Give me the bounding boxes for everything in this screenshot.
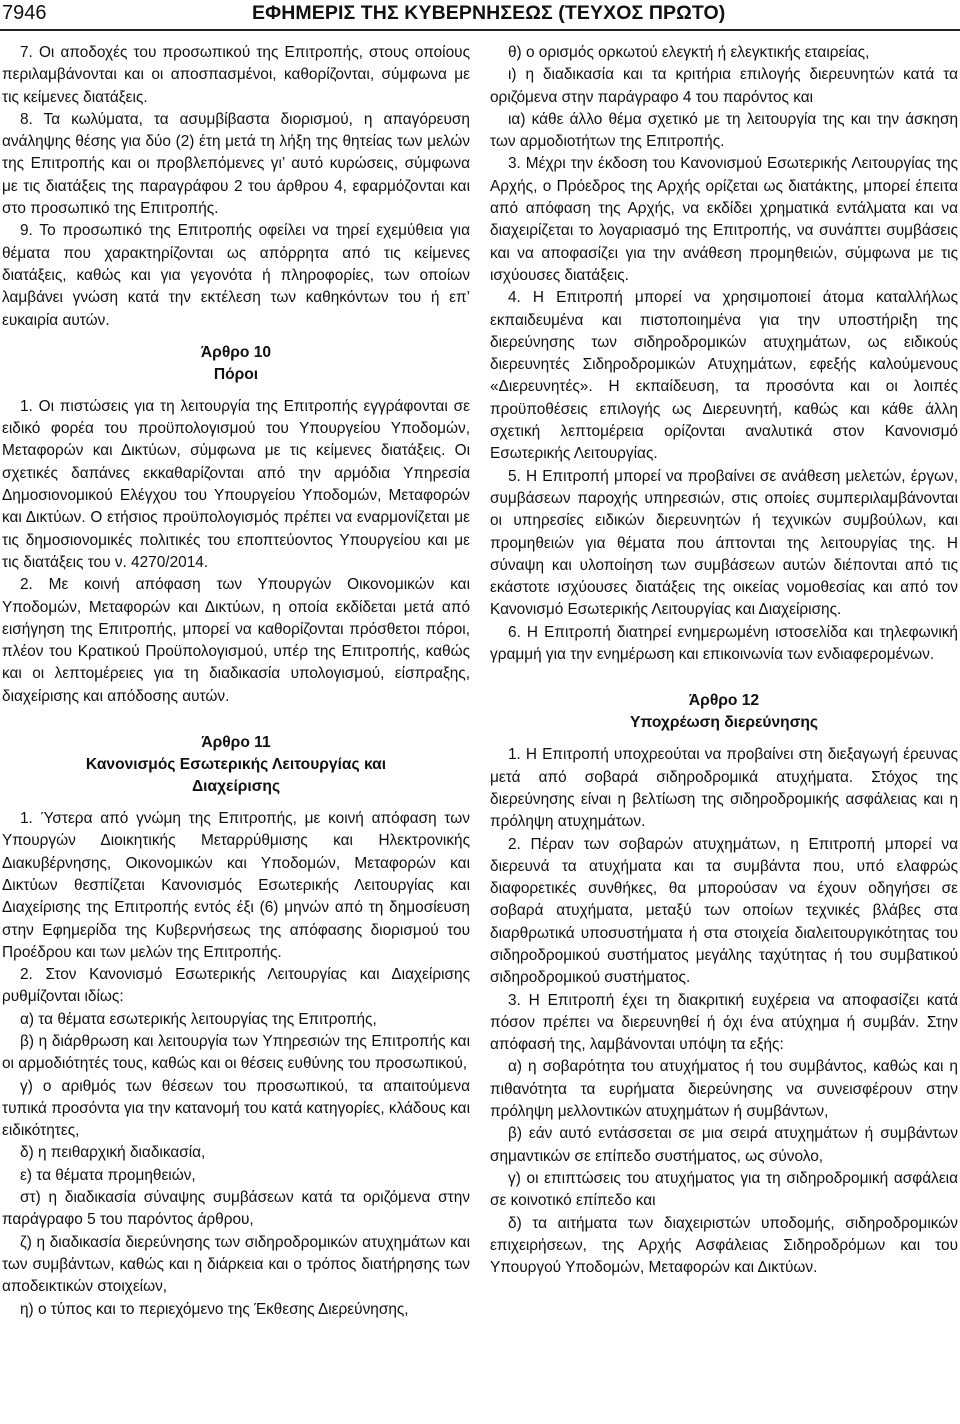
header-rule: [0, 29, 960, 31]
article-11-number: Άρθρο 11: [201, 734, 271, 752]
article-12-paragraph-2: 2. Πέραν των σοβαρών ατυχημάτων, η Επιτροπή μπορεί να διερευνά τα ατυχήματα και τα συμβάντα που, υπό ελαφρώς διαφορετικές συνθήκες, θα μπορούσαν να έχουν οδηγήσει σε σοβαρά ατυχήματα, μεταξύ των οποίων τεχνικές βλάβες στα διαρθρωτικά υποσυστήματα ή στα στοιχεία διαλειτουργικότητας του σιδηροδρομικού συστήματος μεγάλης ταχύτητας ή του συμβατικού σιδηροδρομικού συστήματος.: [490, 835, 958, 987]
article-11-paragraph-5: 5. Η Επιτροπή μπορεί να προβαίνει σε ανάθεση μελετών, έργων, συμβάσεων παροχής υπηρεσιών, στις οποίες συμπεριλαμβάνονται οι υπηρεσίες ειδικών διερευνητών ή τεχνικών συμβούλων, και προμηθειών για θέματα που άπτονται της λειτουργίας της. Η σύναψη και υλοποίηση των συμβάσεων αυτών διέπονται από τις εκάστοτε ισχύουσες διατάξεις της οικείας νομοθεσίας και από τον Κανονισμό Εσωτερικής Λειτουργίας και Διαχείρισης.: [490, 467, 958, 619]
article-11-paragraph-1: 1. Ύστερα από γνώμη της Επιτροπής, με κοινή απόφαση των Υπουργών Διοικητικής Μεταρρύθμισης και Ηλεκτρονικής Διακυβέρνησης, Οικονομικών και Υποδομών, Μεταφορών και Δικτύων θεσπίζεται Κανονισμός Εσωτερικής Λειτουργίας και Διαχείρισης της Επιτροπής εντός έξι (6) μηνών από τη δημοσίευση στην Εφημερίδα της Κυβερνήσεως της απόφασης διορισμού του Προέδρου και των μελών της Επιτροπής.: [2, 810, 470, 961]
article-10-number: Άρθρο 10: [200, 343, 272, 361]
paragraph-7: 7. Οι αποδοχές του προσωπικού της Επιτροπής, στους οποίους περιλαμβάνονται και οι αποσπασμένοι, καθορίζονται, σύμφωνα με τις κείμενες διατάξεις.: [2, 44, 470, 106]
article-12-heading: [490, 690, 958, 734]
article-11-item-a: α) τα θέματα εσωτερικής λειτουργίας της Επιτροπής,: [20, 1010, 377, 1028]
article-11-item-g: ζ) η διαδικασία διερεύνησης των σιδηροδρομικών ατυχημάτων και των συμβάντων, καθώς και η διάρκεια και ο τρόπος διατήρησης των αποδεικτικών στοιχείων,: [2, 1233, 470, 1296]
article-12-number: Άρθρο 12: [688, 692, 760, 710]
article-12-item-a: α) η σοβαρότητα του ατυχήματος ή του συμβάντος, καθώς και η πιθανότητα τα ευρήματα διερεύνησης να συνεισφέρουν στην πρόληψη μελλοντικών ατυχημάτων ή συμβάντων,: [490, 1058, 958, 1121]
article-11-paragraph-6: 6. Η Επιτροπή διατηρεί ενημερωμένη ιστοσελίδα και τηλεφωνική γραμμή για την ενημέρωση και επικοινωνία των ενδιαφερομένων.: [490, 623, 958, 664]
article-11-item-th: θ) ο ορισμός ορκωτού ελεγκτή ή ελεγκτικής εταιρείας,: [508, 44, 870, 61]
article-10-title: Πόροι: [213, 365, 259, 383]
article-10-heading: [2, 342, 470, 386]
page-number: 7946: [2, 2, 47, 24]
article-11-item-d: δ) η πειθαρχική διαδικασία,: [20, 1144, 206, 1162]
article-11-item-i: ι) η διαδικασία και τα κριτήρια επιλογής διερευνητών κατά τα οριζόμενα στην παράγραφο 4 του παρόντος και: [490, 66, 958, 106]
article-11-item-b: β) η διάρθρωση και λειτουργία των Υπηρεσιών της Επιτροπής και οι αρμοδιότητές τους, καθώς και οι θέσεις ευθύνης του προσωπικού,: [2, 1032, 470, 1073]
article-11-item-c: γ) ο αριθμός των θέσεων του προσωπικού, τα απαιτούμενα τυπικά προσόντα για την κατανομή του κατά κατηγορίες, κλάδους και ειδικότητες,: [2, 1077, 470, 1140]
article-11-heading: [2, 732, 470, 798]
article-12-item-c: γ) οι επιπτώσεις του ατυχήματος για τη σιδηροδρομική ασφάλεια σε κοινοτικό επίπεδο και: [490, 1169, 958, 1210]
left-column: [2, 42, 470, 1420]
paragraph-8: 8. Τα κωλύματα, τα ασυμβίβαστα διορισμού, η απαγόρευση ανάληψης θέσης για δύο (2) έτη μετά τη λήξη της θητείας των μελών της Επιτροπής και οι προβλεπόμενες γι’ αυτό κυρώσεις, σύμφωνα με τις διατάξεις της παραγράφου 2 του άρθρου 4, εφαρμόζονται και στο προσωπικό της Επιτροπής.: [2, 110, 470, 218]
article-11-title-line-2: Διαχείρισης: [191, 778, 281, 796]
article-12-paragraph-1: 1. Η Επιτροπή υποχρεούται να προβαίνει στη διεξαγωγή έρευνας μετά από σοβαρά σιδηροδρομικά ατυχήματα. Στόχος της διερεύνησης είναι η βελτίωση της σιδηροδρομικής ασφάλειας και η πρόληψη ατυχημάτων.: [490, 746, 958, 831]
article-11-item-h: η) ο τύπος και το περιεχόμενο της Έκθεσης Διερεύνησης,: [20, 1300, 409, 1318]
article-12-title: Υποχρέωση διερεύνησης: [629, 714, 819, 732]
article-11-item-f: στ) η διαδικασία σύναψης συμβάσεων κατά τα οριζόμενα στην παράγραφο 5 του παρόντος άρθρου,: [2, 1189, 470, 1229]
article-11-title-line-1: Κανονισμός Εσωτερικής Λειτουργίας και: [85, 756, 387, 774]
page-header: [0, 0, 960, 30]
gazette-title: ΕΦΗΜΕΡΙΣ ΤΗΣ ΚΥΒΕΡΝΗΣΕΩΣ (ΤΕΥΧΟΣ ΠΡΩΤΟ): [252, 2, 726, 24]
article-11-item-ia: ια) κάθε άλλο θέμα σχετικό με τη λειτουργία της και την άσκηση των αρμοδιοτήτων της Επιτροπής.: [490, 110, 958, 151]
article-10-paragraph-2: 2. Με κοινή απόφαση των Υπουργών Οικονομικών και Υποδομών, Μεταφορών και Δικτύων, η οποία εκδίδεται μετά από εισήγηση της Επιτροπής, μπορεί να καθορίζονται πρόσθετοι πόροι, πλέον του Κρατικού Προϋπολογισμού, υπέρ της Επιτροπής, καθώς και οι λεπτομέρειες για τη διαδικασία υπολογισμού, είσπραξης, διαχείρισης και απόδοσης αυτών.: [2, 576, 470, 705]
article-10-paragraph-1: 1. Οι πιστώσεις για τη λειτουργία της Επιτροπής εγγράφονται σε ειδικό φορέα του προϋπολογισμού του Υπουργείου Υποδομών, Μεταφορών και Δικτύων, σύμφωνα με τις κείμενες διατάξεις. Οι σχετικές δαπάνες εκκαθαρίζονται από την αρμόδια Υπηρεσία Δημοσιονομικού Ελέγχου του Υπουργείου Υποδομών, Μεταφορών και Δικτύων. Ο ετήσιος προϋπολογισμός πρέπει να εναρμονίζεται με τις δημοσιονομικές πολιτικές του εποπτεύοντος Υπουργείου και με τις διατάξεις του ν. 4270/2014.: [2, 397, 470, 571]
article-11-item-e: ε) τα θέματα προμηθειών,: [20, 1166, 196, 1184]
article-12-item-d: δ) τα αιτήματα των διαχειριστών υποδομής, σιδηροδρομικών επιχειρήσεων, της Αρχής Ασφάλειας Σιδηροδρόμων και του Υπουργού Υποδομών, Μεταφορών και Δικτύων.: [490, 1214, 958, 1277]
article-12-paragraph-3: 3. Η Επιτροπή έχει τη διακριτική ευχέρεια να αποφασίζει κατά πόσον πρέπει να διερευνηθεί ή όχι ένα ατύχημα ή συμβάν. Στην απόφασή της, λαμβάνονται υπόψη τα εξής:: [490, 991, 958, 1054]
paragraph-9: 9. Το προσωπικό της Επιτροπής οφείλει να τηρεί εχεμύθεια για θέματα που χαρακτηρίζονται ως απόρρητα από τις κείμενες διατάξεις, καθώς και για γεγονότα ή πληροφορίες, των οποίων λαμβάνει γνώση κατά την εκτέλεση των καθηκόντων του ή επ’ ευκαιρία αυτών.: [2, 222, 470, 329]
right-column: [490, 42, 958, 1420]
article-11-paragraph-3: 3. Μέχρι την έκδοση του Κανονισμού Εσωτερικής Λειτουργίας της Αρχής, ο Πρόεδρος της Αρχής ορίζεται ως διατάκτης, μπορεί έπειτα από απόφαση της Αρχής, να εκδίδει χρηματικά εντάλματα και να διαχειρίζεται το λογαριασμό της Επιτροπής, να συνάπτει συμβάσεις και να αποφασίζει για την ανάθεση προμηθειών, σύμφωνα με τις ισχύουσες διατάξεις.: [490, 155, 958, 284]
article-11-paragraph-2: 2. Στον Κανονισμό Εσωτερικής Λειτουργίας και Διαχείρισης ρυθμίζονται ιδίως:: [2, 966, 470, 1006]
article-12-item-b: β) εάν αυτό εντάσσεται σε μια σειρά ατυχημάτων ή συμβάντων σημαντικών σε επίπεδο συστήματος, ως σύνολο,: [490, 1125, 958, 1165]
article-11-paragraph-4: 4. Η Επιτροπή μπορεί να χρησιμοποιεί άτομα καταλλήλως εκπαιδευμένα και πιστοποιημένα για την υποστήριξη της διερεύνησης των σιδηροδρομικών ατυχημάτων, ως ειδικούς διερευνητές Σιδηροδρομικών Ατυχημάτων, εφεξής καλούμενους «Διερευνητές». Η εκπαίδευση, τα προσόντα και οι λοιπές προϋποθέσεις επιλογής ως Διερευνητή, καθώς και κάθε άλλη σχετική λεπτομέρεια ορίζονται αναλυτικά στον Κανονισμό Εσωτερικής Λειτουργίας.: [490, 289, 958, 463]
